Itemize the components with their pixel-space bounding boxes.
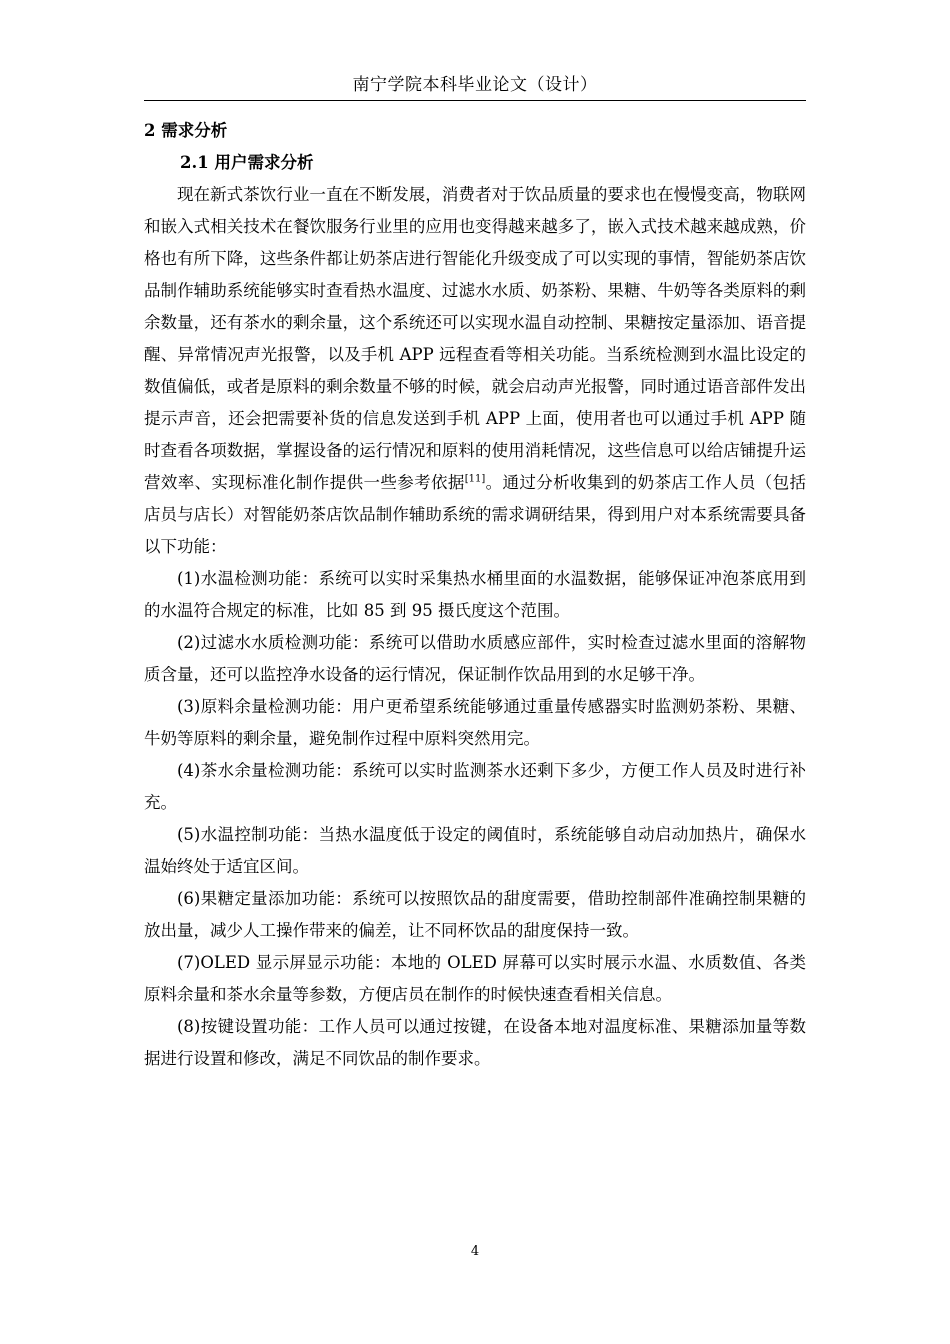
requirement-fructose-dosing: (6)果糖定量添加功能：系统可以按照饮品的甜度需要，借助控制部件准确控制果糖的放出量，减少人工操作带来的偏差，让不同杯饮品的甜度保持一致。 — [144, 889, 806, 940]
page-body — [144, 115, 806, 1075]
header-rule — [144, 100, 806, 101]
section-heading: 2 需求分析 — [144, 121, 228, 140]
intro-text: 现在新式茶饮行业一直在不断发展，消费者对于饮品质量的要求也在慢慢变高，物联网和嵌入式相关技术在餐饮服务行业里的应用也变得越来越多了，嵌入式技术越来越成熟，价格也有所下降，这些条件都让奶茶店进行智能化升级变成了可以实现的事情，智能奶茶店饮品制作辅助系统能够实时查看热水温度、过滤水水质、奶茶粉、果糖、牛奶等各类原料的剩余数量，还有茶水的剩余量，这个系统还可以实现水温自动控制、果糖按定量添加、语音提醒、异常情况声光报警，以及手机 APP 远程查看等相关功能。当系统检测到水温比设定的数值偏低，或者是原料的剩余数量不够的时候，就会启动声光报警，同时通过语音部件发出提示声音，还会把需要补货的信息发送到手机 APP 上面，使用者也可以通过手机 APP 随时查看各项数据，掌握设备的运行情况和原料的使用消耗情况，这些信息可以给店铺提升运营效率、实现标准化制作提供一些参考依据 — [144, 185, 806, 492]
subsection-heading: 2.1 用户需求分析 — [180, 153, 314, 172]
requirement-key-settings: (8)按键设置功能：工作人员可以通过按键，在设备本地对温度标准、果糖添加量等数据进行设置和修改，满足不同饮品的制作要求。 — [144, 1017, 806, 1068]
requirement-water-temperature-control: (5)水温控制功能：当热水温度低于设定的阈值时，系统能够自动启动加热片，确保水温始终处于适宜区间。 — [144, 825, 806, 876]
intro-text-continued: 。通过分析收集到的奶茶店工作人员（包括店员与店长）对智能奶茶店饮品制作辅助系统的需求调研结果，得到用户对本系统需要具备以下功能： — [144, 473, 807, 556]
requirement-tea-level-detection: (4)茶水余量检测功能：系统可以实时监测茶水还剩下多少，方便工作人员及时进行补充。 — [144, 761, 806, 812]
requirement-oled-display: (7)OLED 显示屏显示功能：本地的 OLED 屏幕可以实时展示水温、水质数值、各类原料余量和茶水余量等参数，方便店员在制作的时候快速查看相关信息。 — [144, 953, 806, 1004]
requirement-water-temperature-detection: (1)水温检测功能：系统可以实时采集热水桶里面的水温数据，能够保证冲泡茶底用到的水温符合规定的标准，比如 85 到 95 摄氏度这个范围。 — [144, 569, 806, 620]
page-header-title: 南宁学院本科毕业论文（设计） — [352, 75, 598, 95]
intro-paragraph — [144, 179, 806, 563]
requirement-water-quality-detection: (2)过滤水水质检测功能：系统可以借助水质感应部件，实时检查过滤水里面的溶解物质含量，还可以监控净水设备的运行情况，保证制作饮品用到的水足够干净。 — [144, 633, 806, 684]
citation-reference[interactable]: [11] — [464, 473, 486, 485]
requirement-ingredient-level-detection: (3)原料余量检测功能：用户更希望系统能够通过重量传感器实时监测奶茶粉、果糖、牛奶等原料的剩余量，避免制作过程中原料突然用完。 — [144, 697, 806, 748]
page-number: 4 — [470, 1244, 480, 1259]
